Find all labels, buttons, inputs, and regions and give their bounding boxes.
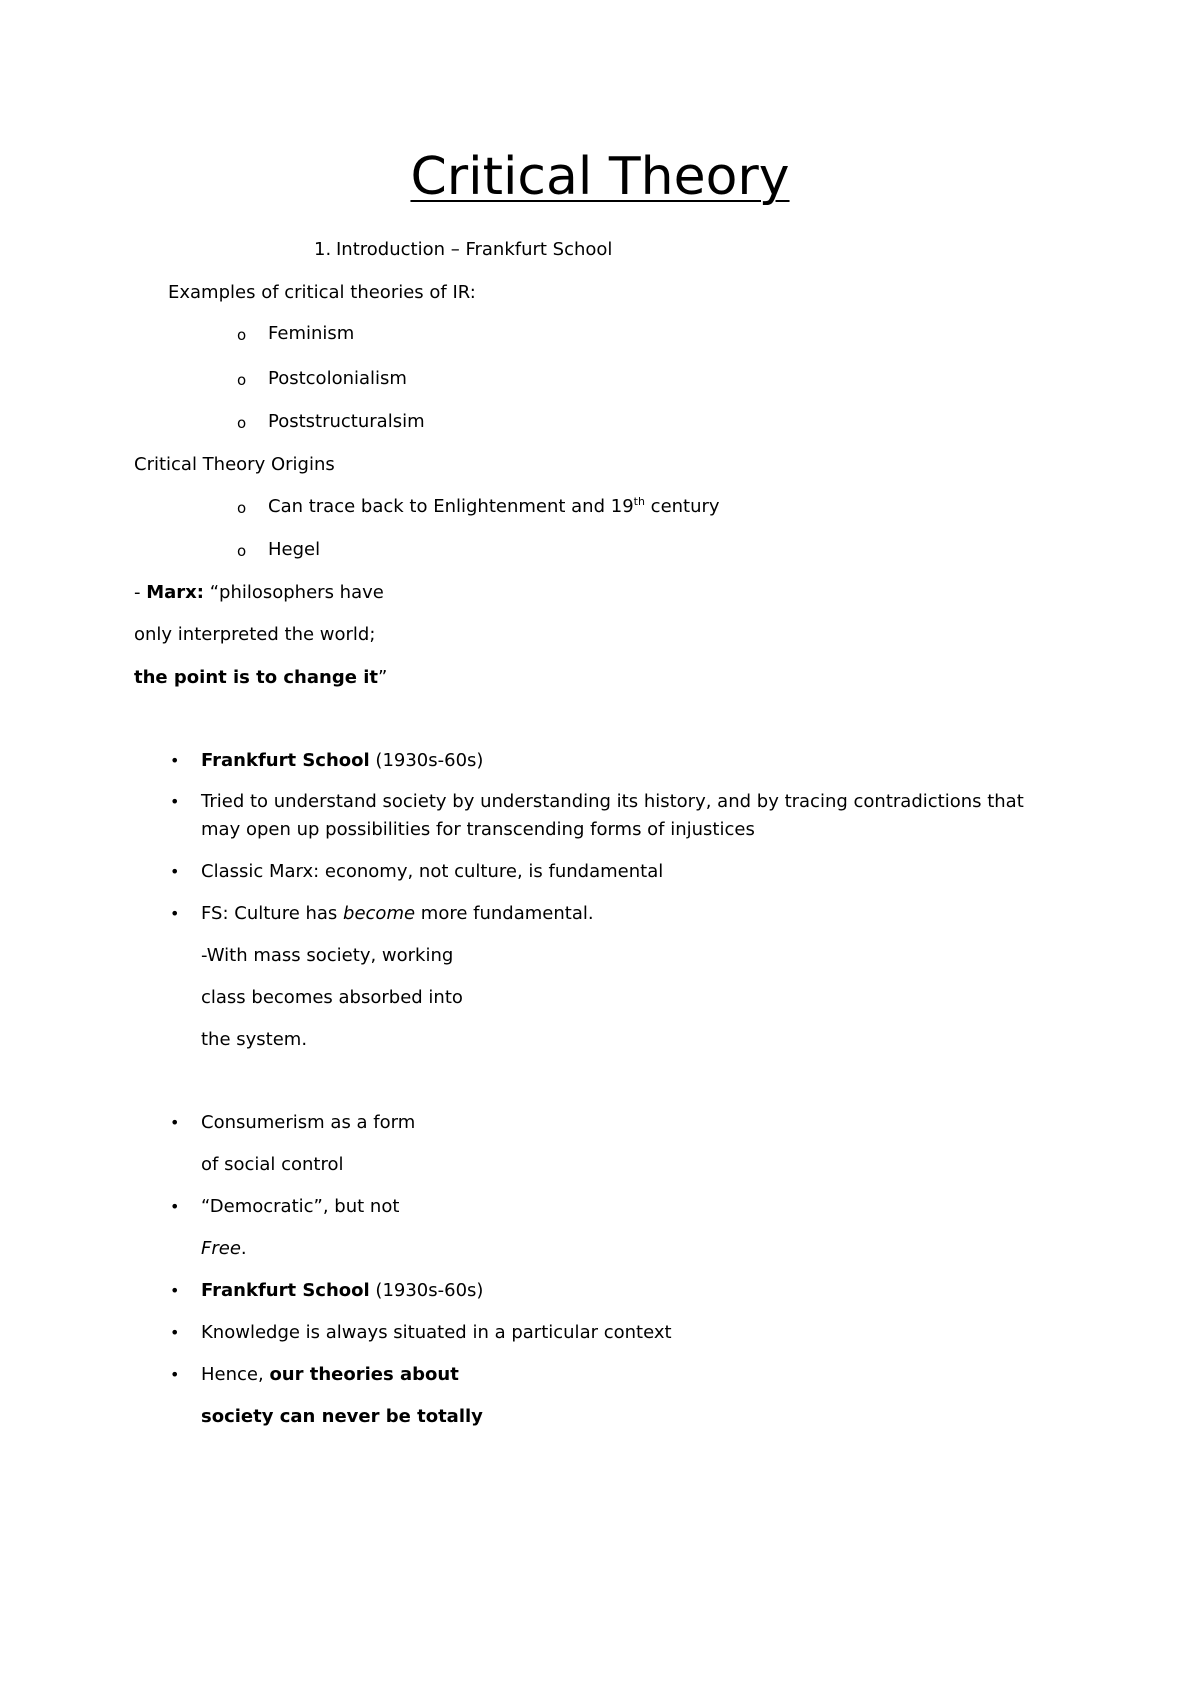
bullet-dot-icon: • <box>170 862 180 881</box>
list-item: Poststructuralsim <box>268 411 425 432</box>
bullet-dot-icon: • <box>170 1113 180 1132</box>
bullet-dot-icon: • <box>170 751 180 770</box>
list-item: Consumerism as a form <box>201 1112 416 1133</box>
list-item-continuation: Free. <box>201 1238 247 1259</box>
bullet-dot-icon: • <box>170 1281 180 1300</box>
list-item-continuation: society can never be totally <box>201 1406 483 1427</box>
list-item-continuation: of social control <box>201 1154 344 1175</box>
list-item-continuation: -With mass society, working <box>201 945 454 966</box>
list-item: Hegel <box>268 539 321 560</box>
bullet-dot-icon: • <box>170 1323 180 1342</box>
list-item: Hence, our theories about <box>201 1364 459 1385</box>
marx-quote-line: the point is to change it” <box>134 667 388 688</box>
list-item: Postcolonialism <box>268 368 407 389</box>
bullet-circle-icon: o <box>237 542 247 560</box>
bullet-circle-icon: o <box>237 414 247 432</box>
section-heading: Introduction – Frankfurt School <box>336 239 613 260</box>
bullet-dot-icon: • <box>170 1197 180 1216</box>
bullet-circle-icon: o <box>237 326 247 344</box>
bullet-dot-icon: • <box>170 1365 180 1384</box>
list-item: Classic Marx: economy, not culture, is fundamental <box>201 861 664 882</box>
list-number: 1. <box>314 239 332 260</box>
list-item-continuation: class becomes absorbed into <box>201 987 463 1008</box>
origins-heading: Critical Theory Origins <box>134 454 335 475</box>
bullet-dot-icon: • <box>170 792 180 811</box>
page-title: Critical Theory <box>410 147 790 207</box>
marx-quote-line: only interpreted the world; <box>134 624 376 645</box>
list-item: FS: Culture has become more fundamental. <box>201 903 594 924</box>
list-item: “Democratic”, but not <box>201 1196 400 1217</box>
bullet-circle-icon: o <box>237 371 247 389</box>
list-item: Feminism <box>268 323 355 344</box>
list-item-continuation: the system. <box>201 1029 308 1050</box>
list-item: Frankfurt School (1930s-60s) <box>201 1280 484 1301</box>
list-item: Can trace back to Enlightenment and 19th century <box>268 495 720 517</box>
list-item: Tried to understand society by understanding its history, and by tracing contradictions that <box>201 791 1024 812</box>
list-item: Knowledge is always situated in a particular context <box>201 1322 672 1343</box>
list-item-continuation: may open up possibilities for transcending forms of injustices <box>201 819 755 840</box>
examples-heading: Examples of critical theories of IR: <box>168 282 476 303</box>
list-item: Frankfurt School (1930s-60s) <box>201 750 484 771</box>
bullet-dot-icon: • <box>170 904 180 923</box>
marx-quote-line: - Marx: “philosophers have <box>134 582 384 603</box>
bullet-circle-icon: o <box>237 499 247 517</box>
